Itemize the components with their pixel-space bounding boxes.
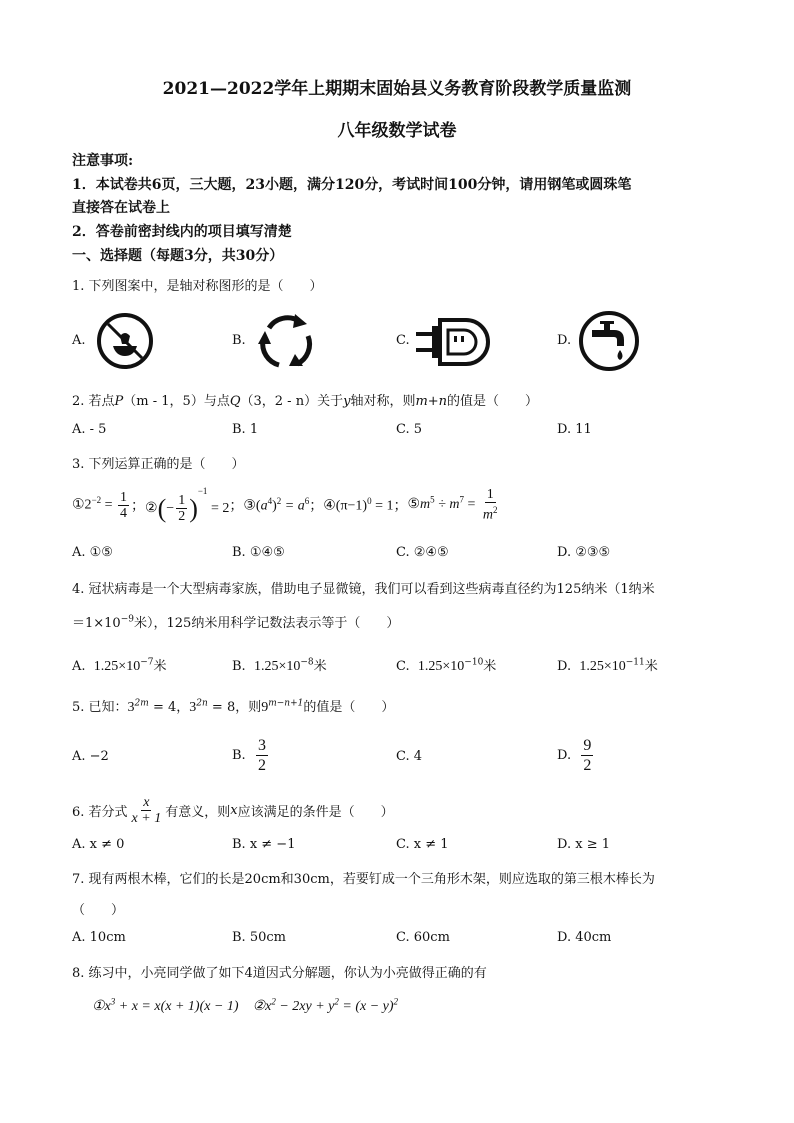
q5-option-b-fraction: $\frac{3}{2}$ xyxy=(257,737,266,774)
q3-expr-4: $④(\pi-1)^0 = 1$ xyxy=(323,495,394,514)
question-3-stem: 3. 下列运算正确的是（ ） xyxy=(72,457,245,472)
q7-option-d: D. 40cm xyxy=(557,930,612,945)
q2-option-c: C. 5 xyxy=(396,422,423,437)
q1-option-b-label: B. xyxy=(232,333,246,348)
q1-option-c-label: C. xyxy=(396,333,410,348)
question-2-stem xyxy=(72,390,538,409)
q5-option-d-fraction: $\frac{9}{2}$ xyxy=(583,737,592,774)
q4-option-c: C. $1.25\times 10^{-10}$米 xyxy=(396,657,497,674)
notes-line-1: 1．本试卷共6页，三大题，23小题，满分120分，考试时间100分钟，请用钢笔或圆珠笔 xyxy=(72,177,632,193)
q3-expr-1: $①2^{-2}$ = $\frac{1}{4}$ xyxy=(72,489,128,521)
q2-text-b: （m - 1，5）与点 xyxy=(123,394,230,409)
q3-option-d: D. ②③⑤ xyxy=(557,545,611,560)
recycle-arrows-icon xyxy=(255,310,317,372)
q1-option-d-label: D. xyxy=(557,333,572,348)
notes-line-1b: 直接答在试卷上 xyxy=(72,200,170,216)
q2-text-d: 轴对称，则 xyxy=(350,394,416,409)
q2-text-a: 2. 若点 xyxy=(72,394,115,409)
exam-title: 2021—2022学年上期期末固始县义务教育阶段教学质量监测 xyxy=(162,79,632,99)
q6-option-b: B. x ≠ −1 xyxy=(232,837,296,852)
q2-sum-mn: m+n xyxy=(415,394,448,409)
notes-line-2: 2．答卷前密封线内的项目填写清楚 xyxy=(72,224,292,240)
exam-subtitle: 八年级数学试卷 xyxy=(337,121,457,141)
q2-text-c: （3，2 - n）关于 xyxy=(240,394,344,409)
q4-option-a: A. $1.25\times 10^{-7}$米 xyxy=(72,657,167,674)
q2-text-e: 的值是（ ） xyxy=(447,394,539,409)
question-1-stem: 1. 下列图案中，是轴对称图形的是（ ） xyxy=(72,279,323,294)
question-7-stem-line-2: （ ） xyxy=(72,903,125,918)
q1-option-a-label: A. xyxy=(72,333,86,348)
q4-option-b: B. $1.25\times 10^{-8}$米 xyxy=(232,657,327,674)
water-faucet-icon xyxy=(578,310,640,372)
question-6-stem: 6. 若分式 $\frac{x}{x + 1}$ 有意义，则 x 应该满足的条件是（ ） xyxy=(72,794,394,826)
no-cooking-sign-icon xyxy=(96,312,154,370)
q3-option-b: B. ①④⑤ xyxy=(232,545,285,560)
notes-heading: 注意事项: xyxy=(72,153,134,169)
question-4-stem-line-2: $=1\times 10^{-9}$米），125纳米用科学记数法表示等于（ ） xyxy=(72,614,400,631)
power-plug-icon xyxy=(414,314,494,370)
q6-fraction: $\frac{x}{x + 1}$ xyxy=(131,794,162,826)
section-heading: 一、选择题（每题3分，共30分） xyxy=(72,248,284,264)
question-8-stem: 8. 练习中，小亮同学做了如下4道因式分解题，你认为小亮做得正确的有 xyxy=(72,966,487,981)
q3-expr-3: $③(a^4)^2 = a^6$ xyxy=(243,495,310,514)
question-4-stem-line-1: 4. 冠状病毒是一个大型病毒家族，借助电子显微镜，我们可以看到这些病毒直径约为125纳米（1纳米 xyxy=(72,582,655,597)
q6-option-a: A. x ≠ 0 xyxy=(72,837,125,852)
q3-option-c: C. ②④⑤ xyxy=(396,545,449,560)
q3-expr-5: $⑤m^5 \div m^7$ = $\frac{1}{m^2}$ xyxy=(407,487,498,523)
q5-option-b: B. $\frac{3}{2}$ xyxy=(232,737,266,774)
q2-option-a: A. - 5 xyxy=(72,422,107,437)
q3-option-a: A. ①⑤ xyxy=(72,545,113,560)
q2-option-b: B. 1 xyxy=(232,422,259,437)
q3-frac-5: $\frac{1}{m^2}$ xyxy=(482,487,498,523)
q3-expressions: $①2^{-2}$ = $\frac{1}{4}$ ； ②(− $\frac{1}{2}$ )$^{-1}$ = 2 ； $③(a^4)^2 = a^6$ ； $④(\pi-1)^0 = 1$ ； $⑤m^5 \div m^7$ = $\frac{1}{m^2}$ xyxy=(72,482,502,528)
q2-point-p: P xyxy=(114,394,124,409)
q8-expr-2: $②x^2 - 2xy + y^2 = (x - y)^2$ xyxy=(252,996,399,1014)
q7-option-b: B. 50cm xyxy=(232,930,286,945)
q5-option-c: C. 4 xyxy=(396,749,423,764)
q8-expr-1: $①x^3 + x = x(x + 1)(x - 1)$ xyxy=(92,996,239,1014)
q7-option-c: C. 60cm xyxy=(396,930,450,945)
q2-axis-y: y xyxy=(343,394,351,409)
q2-option-d: D. 11 xyxy=(557,422,592,437)
question-5-stem: 5. 已知：$3^{2m} = 4$，$3^{2n} = 8$，则$9^{m-n+1}$的值是（ ） xyxy=(72,698,395,715)
q5-option-a: A. −2 xyxy=(72,749,109,764)
q3-frac-2: $\frac{1}{2}$ xyxy=(178,493,186,525)
q7-option-a: A. 10cm xyxy=(72,930,126,945)
q8-expressions xyxy=(92,996,398,1015)
q3-expr-2: ②(− $\frac{1}{2}$ )$^{-1}$ = 2 xyxy=(145,485,230,525)
q6-option-c: C. x ≠ 1 xyxy=(396,837,449,852)
q5-option-d: D. $\frac{9}{2}$ xyxy=(557,737,592,774)
q4-option-d: D. $1.25\times 10^{-11}$米 xyxy=(557,657,658,674)
question-7-stem-line-1: 7. 现有两根木棒，它们的长是20cm和30cm，若要钉成一个三角形木架，则应选取的第三根木棒长为 xyxy=(72,872,655,887)
q2-point-q: Q xyxy=(229,394,241,409)
q6-option-d: D. x ≥ 1 xyxy=(557,837,610,852)
q3-frac-1: $\frac{1}{4}$ xyxy=(120,489,128,521)
